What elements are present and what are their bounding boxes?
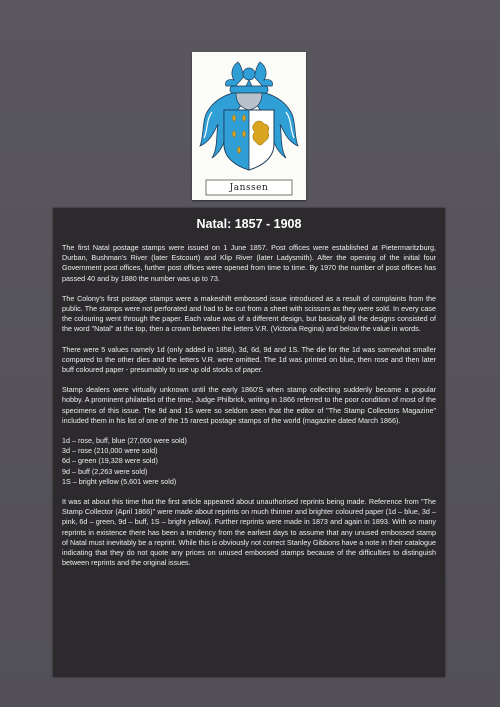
paragraph-intro: The first Natal postage stamps were issued on 1 June 1857. Post offices were established at Pietermaritzburg, Durban, Bushman's River (later Estcourt) and Klip River (later Ladysmith). After the opening of the initial four Government post offices, further post offices were opened from time to time. By 1970 the number of post offices has passed 40 and by 1880 the number was up to 73.: [62, 243, 436, 283]
coat-of-arms-icon: [192, 52, 306, 200]
paragraph-reprints: It was at about this time that the first article appeared about unauthorised reprints being made. Reference from "The Stamp Collector (April 1866)" were made about reprints on much thinner and brighter coloured paper (1d – blue, 3d – pink, 6d – green, 9d – buff, 1S – bright yellow). Further reprints were made in 1873 and again in 1893. With so many reprints in existence there has been a tendency from the earliest days to assume that any unused embossed stamp of Natal must inevitably be a reprint. While this is obviously not correct Stanley Gibbons have a note in their catalogue indicating that they do not quote any prices on unused embossed stamps because of the difficulties to distinguish between reprints and the original issues.: [62, 497, 436, 568]
stamp-value-item: 9d – buff (2,263 were sold): [62, 466, 148, 476]
stamp-value-item: 3d – rose (210,000 were sold): [62, 446, 158, 456]
paragraph-values: There were 5 values namely 1d (only added in 1858), 3d, 6d, 9d and 1S. The die for the 1d was somewhat smaller compared to the other dies and the letters V.R. were omitted. The 1d was printed on blue, then rose and then later buff coloured paper - presumably to use up old stocks of paper.: [62, 344, 436, 375]
family-name-label: Janssen: [229, 183, 269, 193]
stamp-values-list: [62, 436, 436, 487]
coat-of-arms-card: [192, 52, 306, 200]
paragraph-dealers: Stamp dealers were virtually unknown until the early 1860'S when stamp collecting suddenly became a popular hobby. A prominent philatelist of the time, Judge Philbrick, writing in 1866 referred to the poor condition of most of the specimens of this issue. The 9d and 1S were so seldom seen that the editor of "The Stamp Collectors Magazine" included them in his list of one of the 15 rarest postage stamps of the world (magazine dated March 1866).: [62, 385, 436, 425]
paragraph-first-stamps: The Colony's first postage stamps were a makeshift embossed issue introduced as a result of complaints from the public. The stamps were not perforated and had to be cut from a sheet with scissors as they were sold. In every case the colouring went through the paper. Each value was of a different design, but basically all the designs consisted of the word "Natal" at the top, then a crown between the letters V.R. (Victoria Regina) and below the value in words.: [62, 293, 436, 334]
stamp-value-item: 1d – rose, buff, blue (27,000 were sold): [62, 436, 187, 446]
stamp-value-item: 1S – bright yellow (5,601 were sold): [62, 476, 177, 486]
stamp-value-item: 6d – green (19,328 were sold): [62, 456, 158, 466]
text-panel: [53, 208, 445, 677]
page-title: Natal: 1857 - 1908: [196, 217, 302, 231]
